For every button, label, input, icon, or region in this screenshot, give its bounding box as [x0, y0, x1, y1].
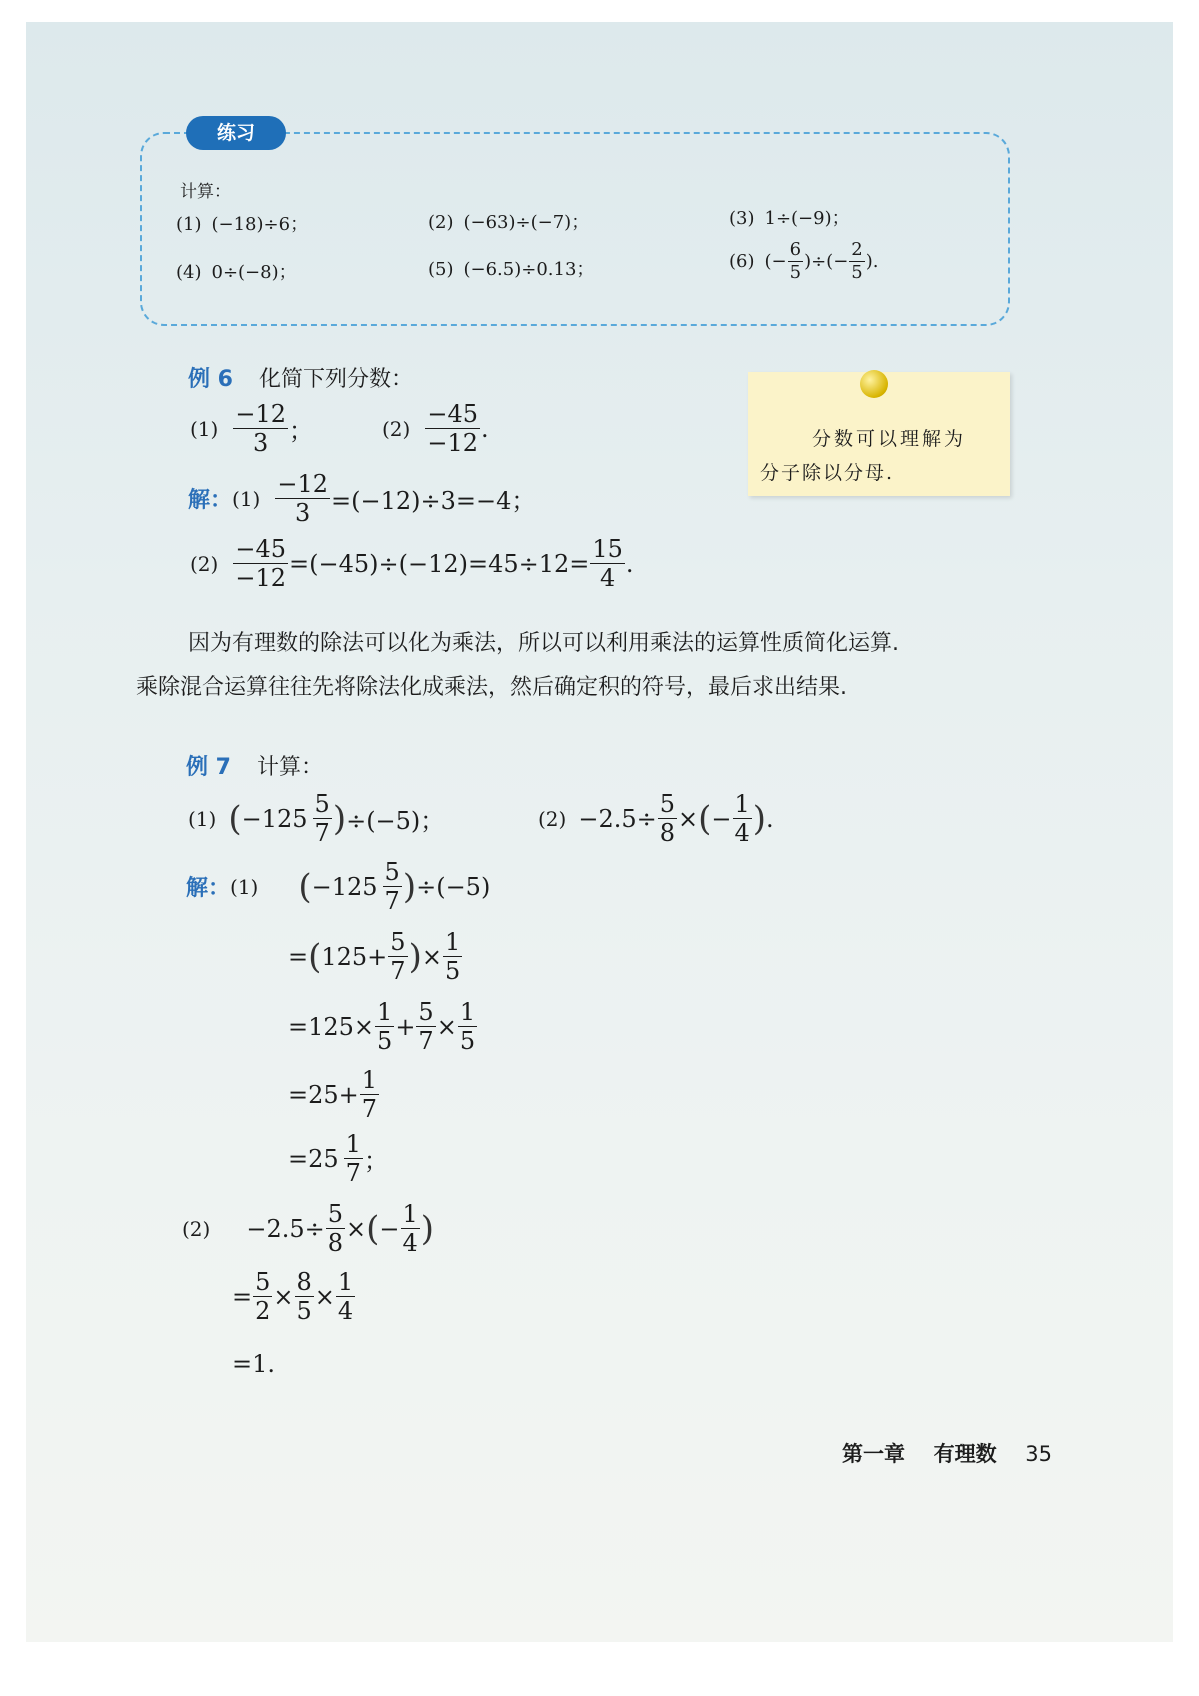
example6-label: 例 6: [188, 367, 233, 392]
example7-solution-2-line-1: = $\frac{5}{2}$ × $\frac{8}{5}$ × $\frac{1}{4}$: [232, 1268, 354, 1325]
example6-solution-2: (2) $\frac{-45}{-12}$ =(−45)÷(−12)=45÷12= $\frac{15}{4}$ .: [190, 535, 634, 592]
paragraph-line-1: 因为有理数的除法可以化为乘法，所以可以利用乘法的运算性质简化运算.: [188, 631, 899, 656]
side-note: [748, 372, 1010, 496]
example7-solution-2-line-0: (2) −2.5÷ $\frac{5}{8}$ × ( − $\frac{1}{4}$ ): [182, 1200, 435, 1257]
paragraph-line-2: 乘除混合运算往往先将除法化成乘法，然后确定积的符号，最后求出结果.: [136, 675, 847, 700]
practice-label-badge: 练习: [186, 116, 286, 150]
example7-solution-1-line-4: =25 1 7 ；: [288, 1130, 388, 1187]
practice-item-1: (1) (−18)÷6；: [176, 214, 309, 235]
practice-item-2: (2) (−63)÷(−7)；: [428, 212, 590, 233]
note-pin-icon: [860, 370, 888, 398]
practice-item-6: (6) (− $\frac{6}{5}$ )÷(− $\frac{2}{5}$ ).: [729, 239, 879, 283]
example7-q1: (1) ( −125 5 7 ) ÷(−5)；: [188, 790, 445, 847]
example6-heading: [188, 362, 413, 393]
example7-q2: (2) −2.5÷ $\frac{5}{8}$ × ( − $\frac{1}{4}$ ) .: [538, 790, 774, 847]
example6-solution-1: 解： (1) $\frac{-12}{3}$ =(−12)÷3=−4；: [188, 470, 536, 527]
example7-solution-1-line-0: 解： (1) ( −125 5 7 ) ÷(−5): [186, 858, 491, 915]
footer-title: 有理数: [933, 1442, 997, 1466]
example6-q2: (2) −45 −12 .: [382, 400, 489, 457]
example7-solution-label: 解：: [186, 876, 231, 901]
example7-solution-2-line-2: =1.: [232, 1350, 276, 1378]
page-footer: [842, 1438, 1052, 1468]
example7-solution-1-line-1: = ( 125+ $\frac{5}{7}$ ) × $\frac{1}{5}$: [288, 928, 461, 985]
footer-page-number: 35: [1025, 1442, 1052, 1466]
example6-title: 化简下列分数：: [258, 367, 413, 392]
footer-chapter: 第一章: [842, 1442, 905, 1466]
practice-item-3: (3) 1÷(−9)；: [729, 208, 850, 229]
example7-solution-1-line-2: =125× $\frac{1}{5}$ + $\frac{5}{7}$ × $\frac{1}{5}$: [288, 998, 476, 1055]
example6-q1: (1) −12 3 ；: [190, 400, 313, 457]
practice-item-5: (5) (−6.5)÷0.13；: [428, 259, 595, 280]
example6-solution-label: 解：: [188, 488, 233, 513]
note-line-1: 分数可以理解为: [812, 428, 967, 450]
example7-heading: [186, 750, 323, 781]
example7-title: 计算：: [256, 755, 323, 780]
example7-solution-1-line-3: =25+ $\frac{1}{7}$: [288, 1066, 378, 1123]
practice-item-4: (4) 0÷(−8)；: [176, 262, 297, 283]
example7-label: 例 7: [186, 755, 231, 780]
practice-instruction: 计算：: [180, 182, 231, 202]
textbook-page: [26, 22, 1173, 1642]
note-line-2: 分子除以分母.: [760, 462, 895, 484]
